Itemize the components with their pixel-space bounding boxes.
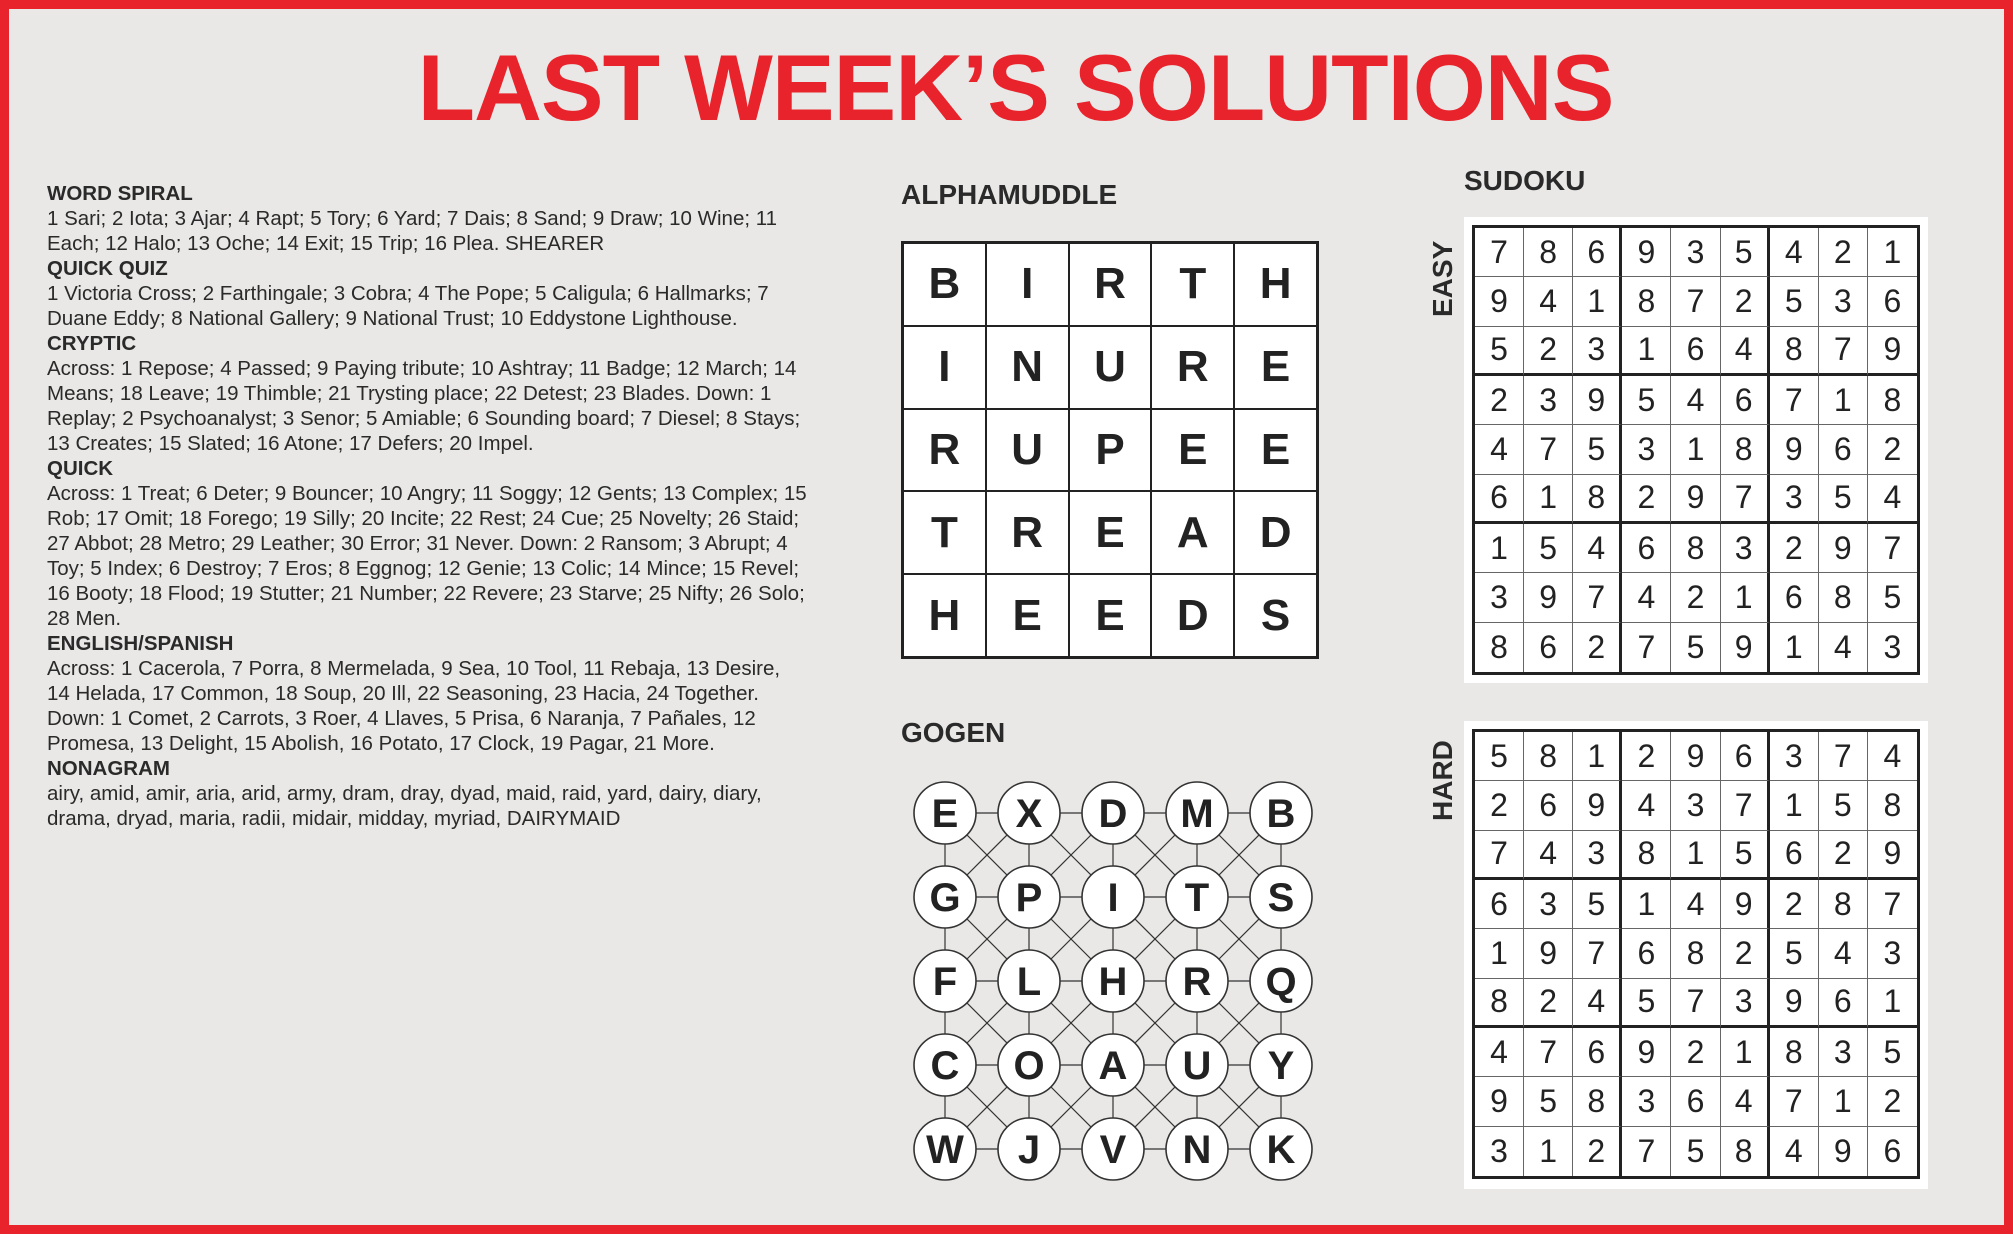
sudoku-cell: 9 bbox=[1770, 425, 1819, 474]
sudoku-cell: 9 bbox=[1770, 979, 1819, 1028]
alphamuddle-cell: R bbox=[986, 491, 1069, 574]
sudoku-cell: 6 bbox=[1671, 1077, 1720, 1126]
sudoku-cell: 8 bbox=[1573, 1077, 1622, 1126]
sudoku-hard-grid bbox=[1472, 729, 1920, 1179]
sudoku-cell: 9 bbox=[1819, 524, 1868, 573]
sudoku-cell: 2 bbox=[1671, 1028, 1720, 1077]
sudoku-cell: 7 bbox=[1721, 475, 1770, 524]
sudoku-cell: 6 bbox=[1671, 327, 1720, 376]
sudoku-cell: 6 bbox=[1524, 781, 1573, 830]
sudoku-cell: 6 bbox=[1573, 228, 1622, 277]
sudoku-cell: 2 bbox=[1671, 573, 1720, 622]
sudoku-cell: 9 bbox=[1622, 228, 1671, 277]
sudoku-cell: 4 bbox=[1868, 732, 1917, 781]
alphamuddle-cell: E bbox=[986, 574, 1069, 657]
sudoku-cell: 8 bbox=[1475, 623, 1524, 672]
section-body: 1 Victoria Cross; 2 Farthingale; 3 Cobra; 4 The Pope; 5 Caligula; 6 Hallmarks; 7 Duane Eddy; 8 National Gallery; 9 National Trust; 10 Eddystone Lighthouse. bbox=[47, 282, 769, 330]
section-title: CRYPTIC bbox=[47, 332, 137, 355]
sudoku-cell: 5 bbox=[1721, 831, 1770, 880]
alphamuddle-cell: H bbox=[903, 574, 986, 657]
sudoku-cell: 6 bbox=[1721, 732, 1770, 781]
text-solutions-column bbox=[47, 181, 807, 831]
sudoku-cell: 3 bbox=[1622, 1077, 1671, 1126]
sudoku-cell: 4 bbox=[1622, 781, 1671, 830]
sudoku-cell: 2 bbox=[1819, 831, 1868, 880]
sudoku-cell: 1 bbox=[1573, 277, 1622, 326]
section-title: QUICK QUIZ bbox=[47, 257, 168, 280]
sudoku-cell: 7 bbox=[1524, 1028, 1573, 1077]
sudoku-cell: 5 bbox=[1475, 327, 1524, 376]
sudoku-cell: 1 bbox=[1671, 425, 1720, 474]
alphamuddle-cell: E bbox=[1151, 409, 1234, 492]
sudoku-cell: 2 bbox=[1622, 475, 1671, 524]
gogen-heading: GOGEN bbox=[901, 717, 1006, 748]
sudoku-cell: 4 bbox=[1671, 376, 1720, 425]
sudoku-cell: 1 bbox=[1868, 228, 1917, 277]
gogen-grid bbox=[901, 769, 1321, 1189]
gogen-letter: P bbox=[1015, 876, 1043, 920]
sudoku-cell: 4 bbox=[1573, 524, 1622, 573]
gogen-letter: F bbox=[932, 960, 958, 1004]
sudoku-cell: 6 bbox=[1868, 277, 1917, 326]
sudoku-cell: 6 bbox=[1819, 425, 1868, 474]
sudoku-cell: 3 bbox=[1671, 228, 1720, 277]
sudoku-cell: 9 bbox=[1475, 1077, 1524, 1126]
alphamuddle-cell: T bbox=[903, 491, 986, 574]
sudoku-cell: 8 bbox=[1671, 929, 1720, 978]
alphamuddle-cell: I bbox=[986, 243, 1069, 326]
sudoku-cell: 7 bbox=[1475, 228, 1524, 277]
sudoku-cell: 3 bbox=[1524, 880, 1573, 929]
gogen-letter: Q bbox=[1265, 960, 1297, 1004]
gogen-letter: U bbox=[1182, 1044, 1212, 1088]
sudoku-cell: 9 bbox=[1671, 475, 1720, 524]
sudoku-cell: 8 bbox=[1622, 277, 1671, 326]
sudoku-cell: 4 bbox=[1721, 1077, 1770, 1126]
sudoku-cell: 7 bbox=[1770, 376, 1819, 425]
sudoku-cell: 5 bbox=[1819, 475, 1868, 524]
sudoku-cell: 5 bbox=[1622, 376, 1671, 425]
sudoku-cell: 2 bbox=[1524, 327, 1573, 376]
alphamuddle-cell: N bbox=[986, 326, 1069, 409]
sudoku-cell: 3 bbox=[1770, 732, 1819, 781]
sudoku-cell: 3 bbox=[1573, 327, 1622, 376]
sudoku-cell: 7 bbox=[1770, 1077, 1819, 1126]
alphamuddle-cell: A bbox=[1151, 491, 1234, 574]
sudoku-cell: 1 bbox=[1475, 929, 1524, 978]
sudoku-cell: 8 bbox=[1573, 475, 1622, 524]
sudoku-cell: 3 bbox=[1721, 524, 1770, 573]
sudoku-cell: 9 bbox=[1573, 781, 1622, 830]
sudoku-cell: 9 bbox=[1622, 1028, 1671, 1077]
sudoku-cell: 3 bbox=[1524, 376, 1573, 425]
sudoku-cell: 6 bbox=[1721, 376, 1770, 425]
sudoku-cell: 6 bbox=[1819, 979, 1868, 1028]
sudoku-cell: 8 bbox=[1721, 425, 1770, 474]
gogen-letter: G bbox=[929, 876, 961, 920]
sudoku-easy-panel bbox=[1464, 217, 1928, 683]
gogen-letter: D bbox=[1098, 792, 1128, 836]
sudoku-cell: 2 bbox=[1524, 979, 1573, 1028]
alphamuddle-cell: E bbox=[1234, 409, 1317, 492]
sudoku-cell: 1 bbox=[1721, 1028, 1770, 1077]
sudoku-cell: 4 bbox=[1475, 425, 1524, 474]
sudoku-cell: 2 bbox=[1721, 929, 1770, 978]
sudoku-easy-grid bbox=[1472, 225, 1920, 675]
sudoku-cell: 1 bbox=[1524, 1127, 1573, 1176]
sudoku-cell: 3 bbox=[1475, 573, 1524, 622]
sudoku-cell: 1 bbox=[1770, 623, 1819, 672]
sudoku-cell: 5 bbox=[1770, 929, 1819, 978]
sudoku-cell: 2 bbox=[1475, 781, 1524, 830]
sudoku-cell: 7 bbox=[1671, 979, 1720, 1028]
sudoku-cell: 2 bbox=[1622, 732, 1671, 781]
sudoku-cell: 1 bbox=[1622, 880, 1671, 929]
page-title: LAST WEEK’S SOLUTIONS bbox=[417, 35, 1614, 140]
sudoku-cell: 9 bbox=[1721, 880, 1770, 929]
sudoku-cell: 7 bbox=[1622, 1127, 1671, 1176]
sudoku-cell: 7 bbox=[1819, 732, 1868, 781]
sudoku-cell: 9 bbox=[1573, 376, 1622, 425]
sudoku-cell: 5 bbox=[1770, 277, 1819, 326]
sudoku-cell: 4 bbox=[1721, 327, 1770, 376]
sudoku-cell: 8 bbox=[1671, 524, 1720, 573]
sudoku-cell: 2 bbox=[1770, 880, 1819, 929]
sudoku-cell: 9 bbox=[1868, 327, 1917, 376]
sudoku-cell: 3 bbox=[1671, 781, 1720, 830]
section-title: NONAGRAM bbox=[47, 757, 170, 780]
alphamuddle-cell: R bbox=[1069, 243, 1152, 326]
alphamuddle-cell: E bbox=[1069, 491, 1152, 574]
alphamuddle-cell: E bbox=[1069, 574, 1152, 657]
alphamuddle-cell: R bbox=[903, 409, 986, 492]
gogen-letter: W bbox=[926, 1128, 964, 1172]
alphamuddle-cell: P bbox=[1069, 409, 1152, 492]
gogen-letter: Y bbox=[1267, 1044, 1295, 1088]
sudoku-cell: 6 bbox=[1770, 573, 1819, 622]
sudoku-cell: 8 bbox=[1770, 327, 1819, 376]
alphamuddle-cell: B bbox=[903, 243, 986, 326]
sudoku-cell: 6 bbox=[1475, 880, 1524, 929]
sudoku-cell: 1 bbox=[1573, 732, 1622, 781]
gogen-letter: H bbox=[1098, 960, 1128, 1004]
sudoku-cell: 2 bbox=[1573, 623, 1622, 672]
alphamuddle-cell: H bbox=[1234, 243, 1317, 326]
gogen-letter: X bbox=[1015, 792, 1043, 836]
section-body: 1 Sari; 2 Iota; 3 Ajar; 4 Rapt; 5 Tory; 6 Yard; 7 Dais; 8 Sand; 9 Draw; 10 Wine; 11 Each; 12 Halo; 13 Oche; 14 Exit; 15 Trip; 16 Plea. SHEARER bbox=[47, 207, 778, 255]
sudoku-cell: 5 bbox=[1721, 228, 1770, 277]
section-body: Across: 1 Repose; 4 Passed; 9 Paying tribute; 10 Ashtray; 11 Badge; 12 March; 14 Means; 18 Leave; 19 Thimble; 21 Trysting place; 22 Detest; 23 Blades. Down: 1 Replay; 2 Psychoanalyst; 3 Senor; 5 Amiable; 6 Sounding board; 7 Diesel; 8 Stays; 13 Creates; 15 Slated; 16 Atone; 17 Defers; 20 Impel. bbox=[47, 357, 801, 455]
sudoku-cell: 3 bbox=[1868, 929, 1917, 978]
alphamuddle-cell: E bbox=[1234, 326, 1317, 409]
sudoku-cell: 1 bbox=[1770, 781, 1819, 830]
section-title: QUICK bbox=[47, 457, 114, 480]
sudoku-cell: 3 bbox=[1819, 277, 1868, 326]
sudoku-cell: 5 bbox=[1524, 1077, 1573, 1126]
sudoku-cell: 8 bbox=[1868, 781, 1917, 830]
gogen-letter: R bbox=[1182, 960, 1212, 1004]
sudoku-cell: 5 bbox=[1868, 573, 1917, 622]
sudoku-cell: 4 bbox=[1671, 880, 1720, 929]
sudoku-cell: 2 bbox=[1475, 376, 1524, 425]
sudoku-cell: 7 bbox=[1868, 880, 1917, 929]
sudoku-cell: 8 bbox=[1721, 1127, 1770, 1176]
sudoku-cell: 1 bbox=[1819, 376, 1868, 425]
sudoku-cell: 1 bbox=[1819, 1077, 1868, 1126]
sudoku-cell: 6 bbox=[1770, 831, 1819, 880]
sudoku-cell: 2 bbox=[1868, 425, 1917, 474]
section-title: WORD SPIRAL bbox=[47, 182, 193, 205]
sudoku-cell: 4 bbox=[1622, 573, 1671, 622]
alphamuddle-heading: ALPHAMUDDLE bbox=[901, 179, 1118, 210]
sudoku-cell: 2 bbox=[1819, 228, 1868, 277]
gogen-letter: C bbox=[930, 1044, 960, 1088]
sudoku-cell: 2 bbox=[1721, 277, 1770, 326]
sudoku-cell: 8 bbox=[1819, 880, 1868, 929]
sudoku-cell: 6 bbox=[1573, 1028, 1622, 1077]
alphamuddle-cell: D bbox=[1234, 491, 1317, 574]
gogen-letter: L bbox=[1016, 960, 1042, 1004]
sudoku-cell: 4 bbox=[1770, 228, 1819, 277]
sudoku-cell: 5 bbox=[1524, 524, 1573, 573]
section-title: ENGLISH/SPANISH bbox=[47, 632, 234, 655]
gogen-letter: O bbox=[1013, 1044, 1045, 1088]
sudoku-cell: 2 bbox=[1770, 524, 1819, 573]
section-body: Across: 1 Cacerola, 7 Porra, 8 Mermelada, 9 Sea, 10 Tool, 11 Rebaja, 13 Desire, 14 Helada, 17 Common, 18 Soup, 20 Ill, 22 Seasoning, 23 Hacia, 24 Together. Down: 1 Comet, 2 Carrots, 3 Roer, 4 Llaves, 5 Prisa, 6 Naranja, 7 Pañales, 12 Promesa, 13 Delight, 15 Abolish, 16 Potato, 17 Clock, 19 Pagar, 21 More. bbox=[47, 657, 781, 755]
alphamuddle-cell: I bbox=[903, 326, 986, 409]
sudoku-cell: 5 bbox=[1671, 1127, 1720, 1176]
alphamuddle-cell: S bbox=[1234, 574, 1317, 657]
gogen-letter: J bbox=[1017, 1128, 1041, 1172]
alphamuddle-cell: U bbox=[986, 409, 1069, 492]
sudoku-cell: 9 bbox=[1671, 732, 1720, 781]
sudoku-cell: 6 bbox=[1622, 929, 1671, 978]
sudoku-cell: 3 bbox=[1883, 628, 1902, 665]
alphamuddle-cell: D bbox=[1151, 574, 1234, 657]
sudoku-cell: 4 bbox=[1770, 1127, 1819, 1176]
sudoku-cell: 5 bbox=[1475, 732, 1524, 781]
gogen-letter: T bbox=[1184, 876, 1210, 920]
sudoku-cell: 1 bbox=[1671, 831, 1720, 880]
sudoku-cell: 6 bbox=[1524, 623, 1573, 672]
sudoku-cell: 3 bbox=[1819, 1028, 1868, 1077]
sudoku-cell: 4 bbox=[1819, 929, 1868, 978]
sudoku-cell: 7 bbox=[1868, 524, 1917, 573]
gogen-letter: S bbox=[1267, 876, 1295, 920]
alphamuddle-cell: R bbox=[1151, 326, 1234, 409]
sudoku-cell: 9 bbox=[1868, 831, 1917, 880]
alphamuddle-cell: U bbox=[1069, 326, 1152, 409]
gogen-letter: A bbox=[1098, 1044, 1128, 1088]
sudoku-cell: 6 bbox=[1622, 524, 1671, 573]
gogen-letter: B bbox=[1266, 792, 1296, 836]
sudoku-cell: 9 bbox=[1524, 929, 1573, 978]
sudoku-cell: 4 bbox=[1819, 623, 1868, 672]
sudoku-cell: 4 bbox=[1868, 475, 1917, 524]
sudoku-cell: 2 bbox=[1573, 1127, 1622, 1176]
sudoku-cell: 4 bbox=[1524, 277, 1573, 326]
gogen-letter: E bbox=[931, 792, 959, 836]
gogen-letter: N bbox=[1182, 1128, 1212, 1172]
sudoku-cell: 3 bbox=[1475, 1127, 1524, 1176]
sudoku-cell: 1 bbox=[1868, 979, 1917, 1028]
alphamuddle-cell: T bbox=[1151, 243, 1234, 326]
sudoku-heading: SUDOKU bbox=[1464, 165, 1586, 196]
sudoku-cell: 9 bbox=[1721, 623, 1770, 672]
sudoku-cell: 7 bbox=[1819, 327, 1868, 376]
sudoku-cell: 5 bbox=[1573, 425, 1622, 474]
sudoku-cell: 8 bbox=[1819, 573, 1868, 622]
sudoku-cell: 3 bbox=[1770, 475, 1819, 524]
section-body: airy, amid, amir, aria, arid, army, dram, dray, dyad, maid, raid, yard, dairy, diary, drama, dryad, maria, radii, midair, midday, myriad, DAIRYMAID bbox=[47, 782, 762, 830]
sudoku-cell: 8 bbox=[1475, 979, 1524, 1028]
sudoku-cell: 8 bbox=[1622, 831, 1671, 880]
sudoku-cell: 8 bbox=[1868, 376, 1917, 425]
sudoku-cell: 9 bbox=[1819, 1127, 1868, 1176]
sudoku-easy-label: EASY bbox=[1427, 240, 1458, 317]
sudoku-cell: 7 bbox=[1721, 781, 1770, 830]
sudoku-cell: 3 bbox=[1622, 425, 1671, 474]
sudoku-cell: 5 bbox=[1819, 781, 1868, 830]
gogen-letter: V bbox=[1099, 1128, 1127, 1172]
sudoku-cell: 7 bbox=[1524, 425, 1573, 474]
sudoku-cell: 8 bbox=[1524, 732, 1573, 781]
alphamuddle-grid bbox=[901, 241, 1319, 659]
gogen-letter: M bbox=[1180, 792, 1214, 836]
sudoku-cell: 4 bbox=[1475, 1028, 1524, 1077]
sudoku-cell: 2 bbox=[1868, 1077, 1917, 1126]
sudoku-hard-label: HARD bbox=[1427, 740, 1458, 821]
sudoku-cell: 6 bbox=[1883, 1132, 1902, 1169]
sudoku-cell: 3 bbox=[1573, 831, 1622, 880]
sudoku-cell: 1 bbox=[1622, 327, 1671, 376]
sudoku-cell: 8 bbox=[1524, 228, 1573, 277]
sudoku-cell: 7 bbox=[1622, 623, 1671, 672]
sudoku-cell: 5 bbox=[1868, 1028, 1917, 1077]
sudoku-cell: 4 bbox=[1524, 831, 1573, 880]
gogen-letter: K bbox=[1266, 1128, 1296, 1172]
sudoku-cell: 1 bbox=[1475, 524, 1524, 573]
sudoku-cell: 4 bbox=[1573, 979, 1622, 1028]
sudoku-cell: 9 bbox=[1524, 573, 1573, 622]
sudoku-cell: 5 bbox=[1671, 623, 1720, 672]
sudoku-cell: 7 bbox=[1573, 929, 1622, 978]
sudoku-cell: 5 bbox=[1573, 880, 1622, 929]
gogen-letter: I bbox=[1107, 876, 1119, 920]
sudoku-cell: 6 bbox=[1475, 475, 1524, 524]
sudoku-cell: 8 bbox=[1770, 1028, 1819, 1077]
sudoku-cell: 5 bbox=[1622, 979, 1671, 1028]
sudoku-cell: 1 bbox=[1524, 475, 1573, 524]
section-body: Across: 1 Treat; 6 Deter; 9 Bouncer; 10 Angry; 11 Soggy; 12 Gents; 13 Complex; 15 Rob; 17 Omit; 18 Forego; 19 Silly; 20 Incite; 22 Rest; 24 Cue; 25 Novelty; 26 Staid; 27 Abbot; 28 Metro; 29 Leather; 30 Error; 31 Never. Down: 2 Ransom; 3 Abrupt; 4 Toy; 5 Index; 6 Destroy; 7 Eros; 8 Eggnog; 12 Genie; 13 Colic; 14 Mince; 15 Revel; 16 Booty; 18 Flood; 19 Stutter; 21 Number; 22 Revere; 23 Starve; 25 Nifty; 26 Solo; 28 Men. bbox=[47, 482, 807, 630]
sudoku-cell: 3 bbox=[1721, 979, 1770, 1028]
sudoku-cell: 7 bbox=[1475, 831, 1524, 880]
sudoku-cell: 9 bbox=[1475, 277, 1524, 326]
sudoku-hard-panel bbox=[1464, 721, 1928, 1189]
sudoku-cell: 1 bbox=[1721, 573, 1770, 622]
sudoku-cell: 7 bbox=[1573, 573, 1622, 622]
sudoku-cell: 7 bbox=[1671, 277, 1720, 326]
